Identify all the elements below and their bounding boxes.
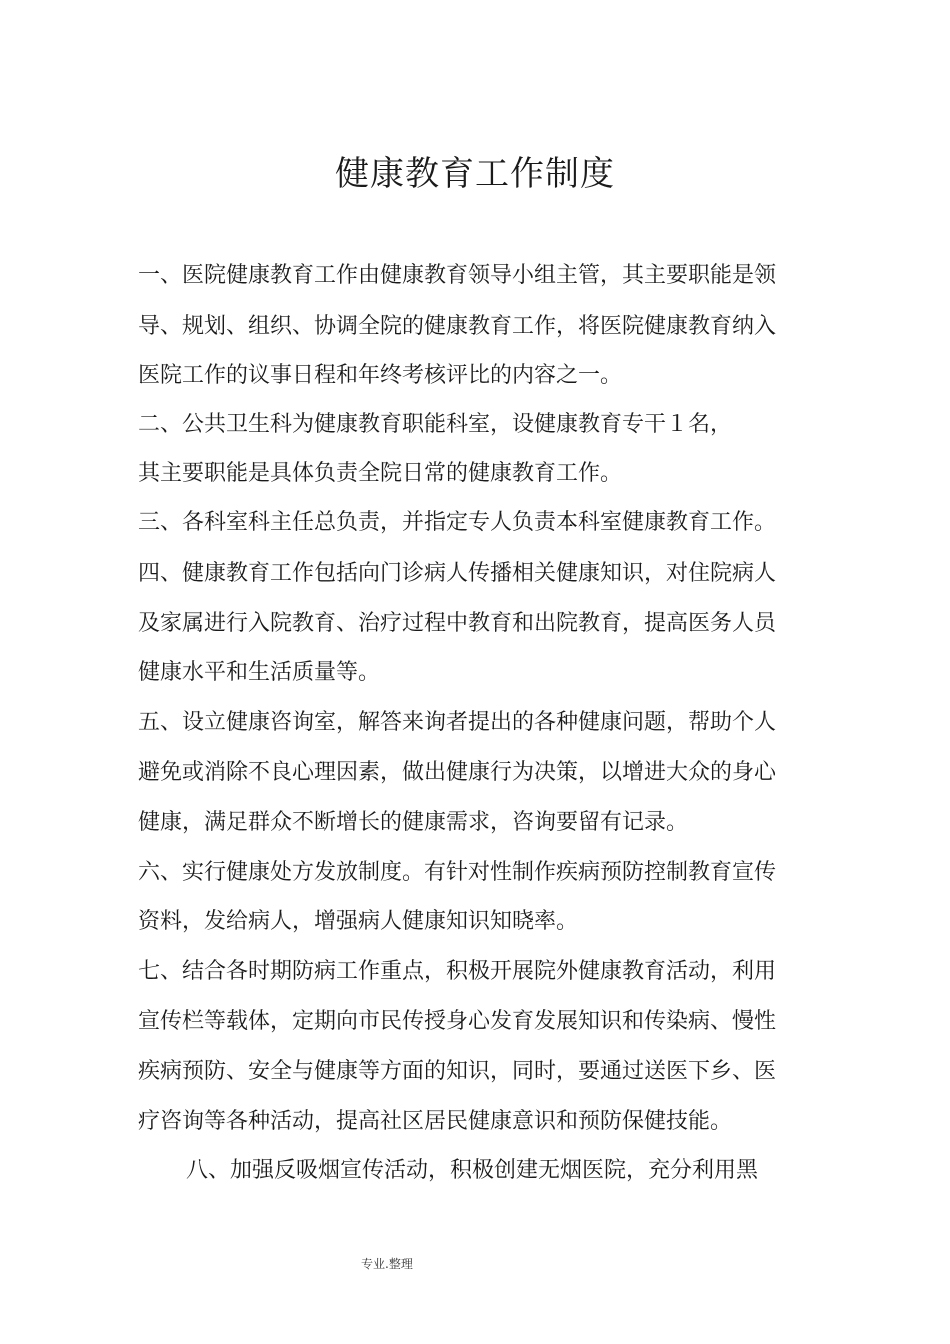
paragraph-line: 健康，满足群众不断增长的健康需求，咨询要留有记录。 [138, 810, 689, 835]
paragraph-line: 八、加强反吸烟宣传活动，积极创建无烟医院，充分利用黑 [186, 1158, 759, 1183]
paragraph-line: 四、健康教育工作包括向门诊病人传播相关健康知识，对住院病人 [138, 561, 777, 586]
paragraph-line: 疗咨询等各种活动，提高社区居民健康意识和预防保健技能。 [138, 1109, 733, 1134]
paragraph-line: 医院工作的议事日程和年终考核评比的内容之一。 [138, 363, 623, 388]
paragraph-line: 避免或消除不良心理因素，做出健康行为决策，以增进大众的身心 [138, 760, 777, 785]
paragraph-line: 一、医院健康教育工作由健康教育领导小组主管，其主要职能是领 [138, 263, 777, 288]
paragraph-line: 其主要职能是具体负责全院日常的健康教育工作。 [138, 461, 623, 486]
page-footer: 专业.整理 [361, 1257, 413, 1271]
paragraph-line: 宣传栏等载体，定期向市民传授身心发育发展知识和传染病、慢性 [138, 1009, 777, 1034]
paragraph-line: 及家属进行入院教育、治疗过程中教育和出院教育，提高医务人员 [138, 611, 777, 636]
paragraph-line: 五、设立健康咨询室，解答来询者提出的各种健康问题，帮助个人 [138, 710, 777, 735]
paragraph-line: 资料，发给病人，增强病人健康知识知晓率。 [138, 909, 579, 934]
paragraph-line: 健康水平和生活质量等。 [138, 660, 381, 685]
document-title: 健康教育工作制度 [335, 154, 615, 194]
paragraph-line: 导、规划、组织、协调全院的健康教育工作，将医院健康教育纳入 [138, 314, 777, 339]
paragraph-line: 二、公共卫生科为健康教育职能科室，设健康教育专干１名， [138, 412, 733, 437]
paragraph-line: 七、结合各时期防病工作重点，积极开展院外健康教育活动，利用 [138, 959, 777, 984]
paragraph-line: 六、实行健康处方发放制度。有针对性制作疾病预防控制教育宣传 [138, 860, 777, 885]
paragraph-line: 疾病预防、安全与健康等方面的知识，同时，要通过送医下乡、医 [138, 1059, 777, 1084]
paragraph-line: 三、各科室科主任总负责，并指定专人负责本科室健康教育工作。 [138, 510, 777, 535]
